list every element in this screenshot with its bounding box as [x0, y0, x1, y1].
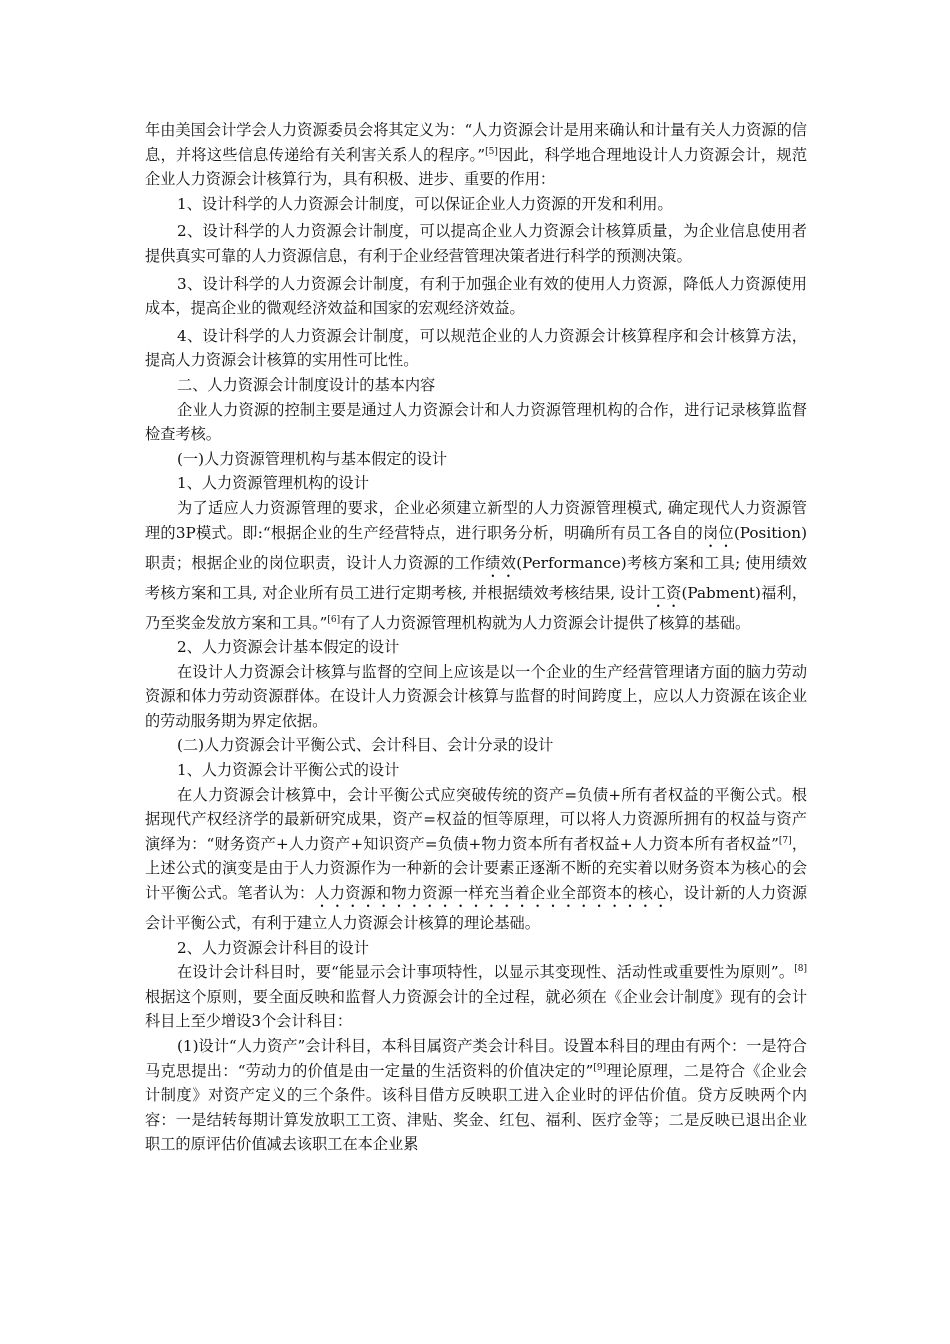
- text-run: 3、设计科学的人力资源会计制度，有利于加强企业有效的使用人力资源，降低人力资源使用成本，提高企业的微观经济效益和国家的宏观经济效益。: [145, 274, 807, 318]
- text-run: 1、设计科学的人力资源会计制度，可以保证企业人力资源的开发和利用。: [177, 194, 673, 213]
- text-run: 2、人力资源会计科目的设计: [177, 938, 369, 957]
- paragraph: [145, 373, 807, 398]
- text-run: ，上述公式的演变是由于人力资源作为一种新的会计要素正逐渐不断的充实着以财务资本为核心的会计平衡公式。笔者认为：: [145, 834, 808, 903]
- paragraph: [145, 324, 807, 373]
- paragraph: [145, 758, 807, 783]
- paragraph: [145, 219, 807, 268]
- text-run: ，设计新的人力资源会计平衡公式，有利于建立人力资源会计核算的理论基础。: [145, 884, 808, 933]
- paragraph: [145, 660, 807, 734]
- paragraph: [145, 960, 807, 1034]
- citation-ref: [7]: [778, 835, 792, 846]
- text-run: 1、人力资源会计平衡公式的设计: [177, 761, 400, 780]
- text-run: (1)设计“人力资产”会计科目，本科目属资产类会计科目。设置本科目的理由有两个：一是符合马克思提出：“劳动力的价值是由一定量的生活资料的价值决定的”: [145, 1037, 807, 1080]
- text-run: (Performance)考核方案和工具; 使用绩效考核方案和工具, 对企业所有员工进行定期考核, 并根据绩效考核结果, 设计: [145, 553, 807, 602]
- citation-ref: [8]: [794, 964, 807, 975]
- paragraph: [145, 398, 807, 447]
- text-run: 根据这个原则，要全面反映和监督人力资源会计的全过程，就必须在《企业会计制度》现有的会计科目上至少增设3个会计科目：: [145, 987, 807, 1031]
- text-run: 二、人力资源会计制度设计的基本内容: [177, 375, 436, 394]
- emphasized-text: 人力资源和物力资源一样充当着企业全部资本的核心: [314, 884, 669, 903]
- text-run: 在设计人力资源会计核算与监督的空间上应该是以一个企业的生产经营管理诸方面的脑力劳动资源和体力劳动资源群体。在设计人力资源会计核算与监督的时间跨度上，应以人力资源在该企业的劳动服务期为界定依据。: [145, 662, 807, 730]
- paragraph: [145, 447, 807, 472]
- text-run: (Pabment)福利，乃至奖金发放方案和工具。”: [145, 583, 808, 632]
- paragraph: [145, 272, 807, 321]
- paragraph: [145, 733, 807, 758]
- paragraph: [145, 496, 807, 635]
- text-run: 1、人力资源管理机构的设计: [177, 474, 369, 493]
- text-run: 在设计会计科目时，要“能显示会计事项特性，以显示其变现性、活动性或重要性为原则”。: [177, 963, 795, 982]
- text-run: 企业人力资源的控制主要是通过人力资源会计和人力资源管理机构的合作，进行记录核算监督检查考核。: [145, 400, 807, 444]
- citation-ref: [9]: [593, 1062, 607, 1073]
- emphasized-text: 绩效: [485, 553, 517, 572]
- text-run: (一)人力资源管理机构与基本假定的设计: [177, 449, 448, 468]
- text-run: 因此，科学地合理地设计人力资源会计，规范企业人力资源会计核算行为，具有积极、进步、重要的作用：: [145, 145, 808, 189]
- text-run: 理论原理，二是符合《企业会计制度》对资产定义的三个条件。该科目借方反映职工进入企业时的评估价值。贷方反映两个内容：一是结转每期计算发放职工工资、津贴、奖金、红包、福利、医疗金等；二是反映已退出企业职工的原评估价值减去该职工在本企业累: [145, 1061, 808, 1154]
- paragraph: [145, 192, 807, 217]
- text-run: (Position)职责；根据企业的岗位职责，设计人力资源的工作: [145, 523, 808, 572]
- emphasized-text: 工资: [650, 583, 682, 602]
- text-run: 年由美国会计学会人力资源委员会将其定义为：“人力资源会计是用来确认和计量有关人力资源的信息，并将这些信息传递给有关利害关系人的程序。”: [145, 121, 807, 164]
- paragraph: [145, 471, 807, 496]
- paragraph: [145, 1034, 807, 1157]
- paragraph: [145, 783, 807, 936]
- paragraph: [145, 118, 807, 192]
- citation-ref: [5]: [485, 146, 498, 157]
- text-run: 在人力资源会计核算中，会计平衡公式应突破传统的资产=负债+所有者权益的平衡公式。根据现代产权经济学的最新研究成果，资产=权益的恒等原理，可以将人力资源所拥有的权益与资产演绎为：“财务资产+人力资产+知识资产=负债+物力资本所有者权益+人力资本所有者权益”: [145, 785, 807, 853]
- paragraph: [145, 635, 807, 660]
- emphasized-text: 岗位: [703, 523, 734, 542]
- document-body: [145, 118, 807, 1157]
- text-run: 有了人力资源管理机构就为人力资源会计提供了核算的基础。: [340, 613, 751, 632]
- text-run: 2、设计科学的人力资源会计制度，可以提高企业人力资源会计核算质量，为企业信息使用者提供真实可靠的人力资源信息，有利于企业经营管理决策者进行科学的预测决策。: [145, 222, 807, 265]
- text-run: 2、人力资源会计基本假定的设计: [177, 638, 400, 657]
- text-run: (二)人力资源会计平衡公式、会计科目、会计分录的设计: [177, 736, 554, 755]
- citation-ref: [6]: [327, 614, 341, 625]
- paragraph: [145, 936, 807, 961]
- text-run: 为了适应人力资源管理的要求，企业必须建立新型的人力资源管理模式, 确定现代人力资源管理的3P模式。即:“根据企业的生产经营特点，进行职务分析，明确所有员工各自的: [145, 498, 807, 542]
- text-run: 4、设计科学的人力资源会计制度，可以规范企业的人力资源会计核算程序和会计核算方法，提高人力资源会计核算的实用性可比性。: [145, 326, 807, 370]
